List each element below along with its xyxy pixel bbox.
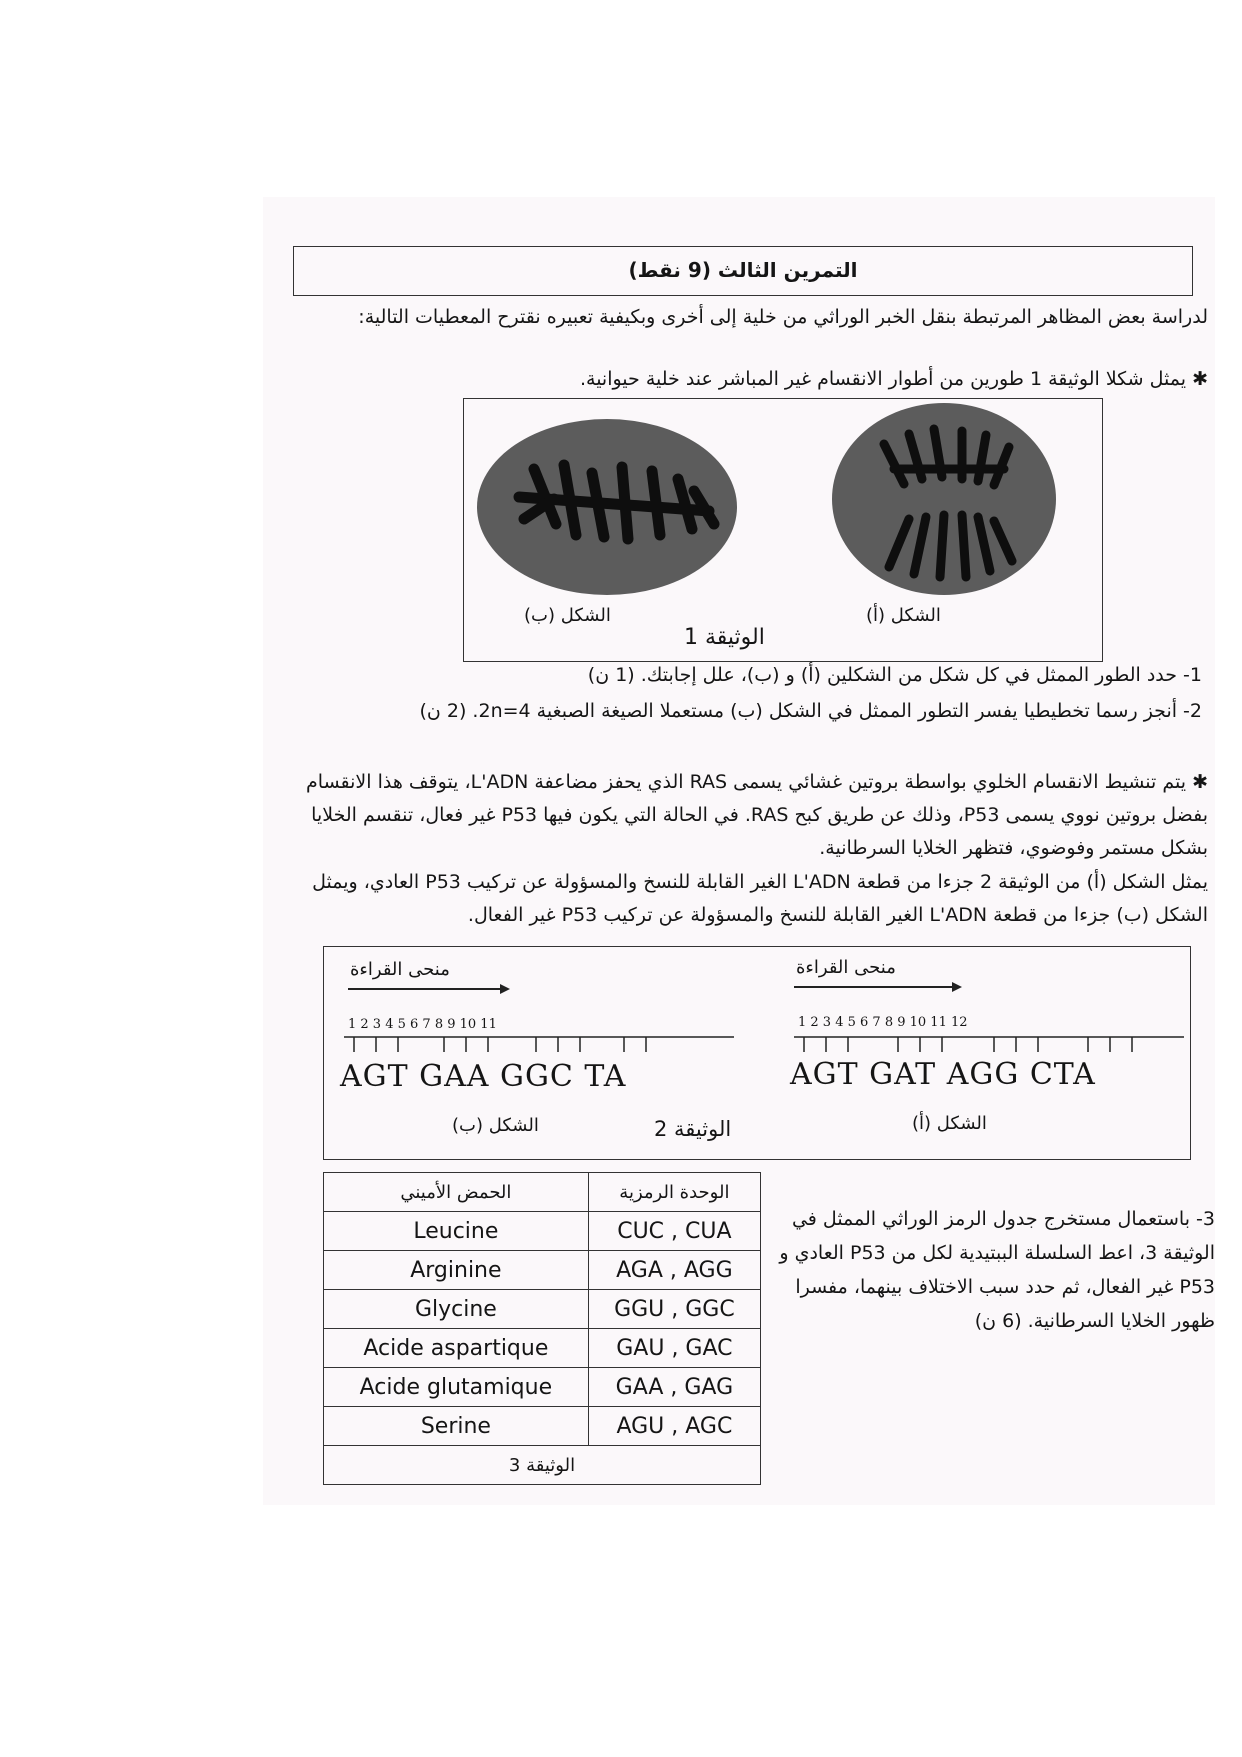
text-paragraph-1: ✱ يتم تنشيط الانقسام الخلوي بواسطة بروتين غشائي يسمى RAS الذي يحفز مضاعفة L'ADN، يتوقف هذا الانقسام بفضل بروتين نووي يسمى P53، وذلك عن طريق كبح RAS. في الحالة التي يكون فيها P53 غير فعال، تنقسم الخلايا بشكل مستمر وفوضوي، فتظهر الخلايا السرطانية. bbox=[306, 771, 1208, 859]
fig-a-label: الشكل (أ) bbox=[866, 605, 941, 626]
question-2: 2- أنجز رسما تخطيطيا يفسر التطور الممثل في الشكل (ب) مستعملا الصيغة الصبغية 2n=4. (2 ن) bbox=[419, 700, 1202, 722]
question-1: 1- حدد الطور الممثل في كل شكل من الشكلين (أ) و (ب)، علل إجابتك. (1 ن) bbox=[587, 664, 1202, 686]
table-row bbox=[324, 1290, 761, 1329]
text-paragraph-1-text: يتم تنشيط الانقسام الخلوي بواسطة بروتين غشائي يسمى RAS الذي يحفز مضاعفة L'ADN، يتوقف هذا الانقسام بفضل بروتين نووي يسمى P53، وذلك عن طريق كبح RAS. في الحالة التي يكون فيها P53 غير فعال، تنقسم الخلايا بشكل مستمر وفوضوي، فتظهر الخلايا السرطانية. bbox=[306, 771, 1208, 859]
exercise-title: التمرين الثالث (9 نقط) bbox=[293, 246, 1193, 296]
header-codon: الوحدة الرمزية bbox=[588, 1173, 760, 1212]
table-row bbox=[324, 1329, 761, 1368]
codon-cell: GGU , GGC bbox=[588, 1290, 760, 1329]
amino-acid-cell: Acide glutamique bbox=[324, 1368, 589, 1407]
exercise-intro: لدراسة بعض المظاهر المرتبطة بنقل الخبر الوراثي من خلية إلى أخرى وبكيفية تعبيره نقترح المعطيات التالية: bbox=[358, 306, 1208, 328]
codon-cell: GAU , GAC bbox=[588, 1329, 760, 1368]
table-row bbox=[324, 1368, 761, 1407]
numbers-b: 1 2 3 4 5 6 7 8 9 10 11 bbox=[348, 1017, 497, 1032]
document-1 bbox=[463, 398, 1103, 662]
doc1-intro: ✱ يمثل شكلا الوثيقة 1 طورين من أطوار الانقسام غير المباشر عند خلية حيوانية. bbox=[579, 368, 1208, 390]
doc1-caption: الوثيقة 1 bbox=[684, 625, 765, 650]
reading-direction-a: منحى القراءة bbox=[796, 957, 896, 978]
table-row bbox=[324, 1212, 761, 1251]
codon-cell: AGA , AGG bbox=[588, 1251, 760, 1290]
table-header-row bbox=[324, 1173, 761, 1212]
sequence-b: AGT GAA GGC TA bbox=[340, 1059, 627, 1094]
genetic-code-table bbox=[323, 1172, 761, 1485]
codon-cell: AGU , AGC bbox=[588, 1407, 760, 1446]
doc2-caption: الوثيقة 2 bbox=[654, 1117, 732, 1141]
table-row bbox=[324, 1407, 761, 1446]
codon-cell: GAA , GAG bbox=[588, 1368, 760, 1407]
doc2-fig-b-label: الشكل (ب) bbox=[452, 1115, 539, 1136]
amino-acid-cell: Glycine bbox=[324, 1290, 589, 1329]
numbers-a: 1 2 3 4 5 6 7 8 9 10 11 12 bbox=[798, 1015, 968, 1030]
document-2 bbox=[323, 946, 1191, 1160]
reading-direction-b: منحى القراءة bbox=[350, 959, 450, 980]
text-paragraph-2: يمثل الشكل (أ) من الوثيقة 2 جزءا من قطعة L'ADN الغير القابلة للنسخ والمسؤولة عن تركيب P53 العادي، ويمثل الشكل (ب) جزءا من قطعة L'ADN الغير القابلة للنسخ والمسؤولة عن تركيب P53 غير الفعال. bbox=[312, 871, 1208, 926]
fig-b-label: الشكل (ب) bbox=[524, 605, 611, 626]
amino-acid-cell: Serine bbox=[324, 1407, 589, 1446]
table-row bbox=[324, 1251, 761, 1290]
codon-cell: CUC , CUA bbox=[588, 1212, 760, 1251]
header-amino-acid: الحمض الأميني bbox=[324, 1173, 589, 1212]
doc2-fig-a-label: الشكل (أ) bbox=[912, 1113, 987, 1134]
doc1-intro-text: يمثل شكلا الوثيقة 1 طورين من أطوار الانقسام غير المباشر عند خلية حيوانية. bbox=[579, 368, 1187, 390]
question-3: 3- باستعمال مستخرج جدول الرمز الوراثي الممثل في الوثيقة 3، اعط السلسلة الببتيدية لكل من P53 العادي و P53 غير الفعال، ثم حدد سبب الاختلاف بينهما، مفسرا ظهور الخلايا السرطانية. (6 ن) bbox=[779, 1208, 1215, 1332]
sequence-a: AGT GAT AGG CTA bbox=[790, 1057, 1096, 1092]
doc3-caption: الوثيقة 3 bbox=[324, 1446, 761, 1485]
table-caption-row bbox=[324, 1446, 761, 1485]
amino-acid-cell: Acide aspartique bbox=[324, 1329, 589, 1368]
amino-acid-cell: Arginine bbox=[324, 1251, 589, 1290]
amino-acid-cell: Leucine bbox=[324, 1212, 589, 1251]
